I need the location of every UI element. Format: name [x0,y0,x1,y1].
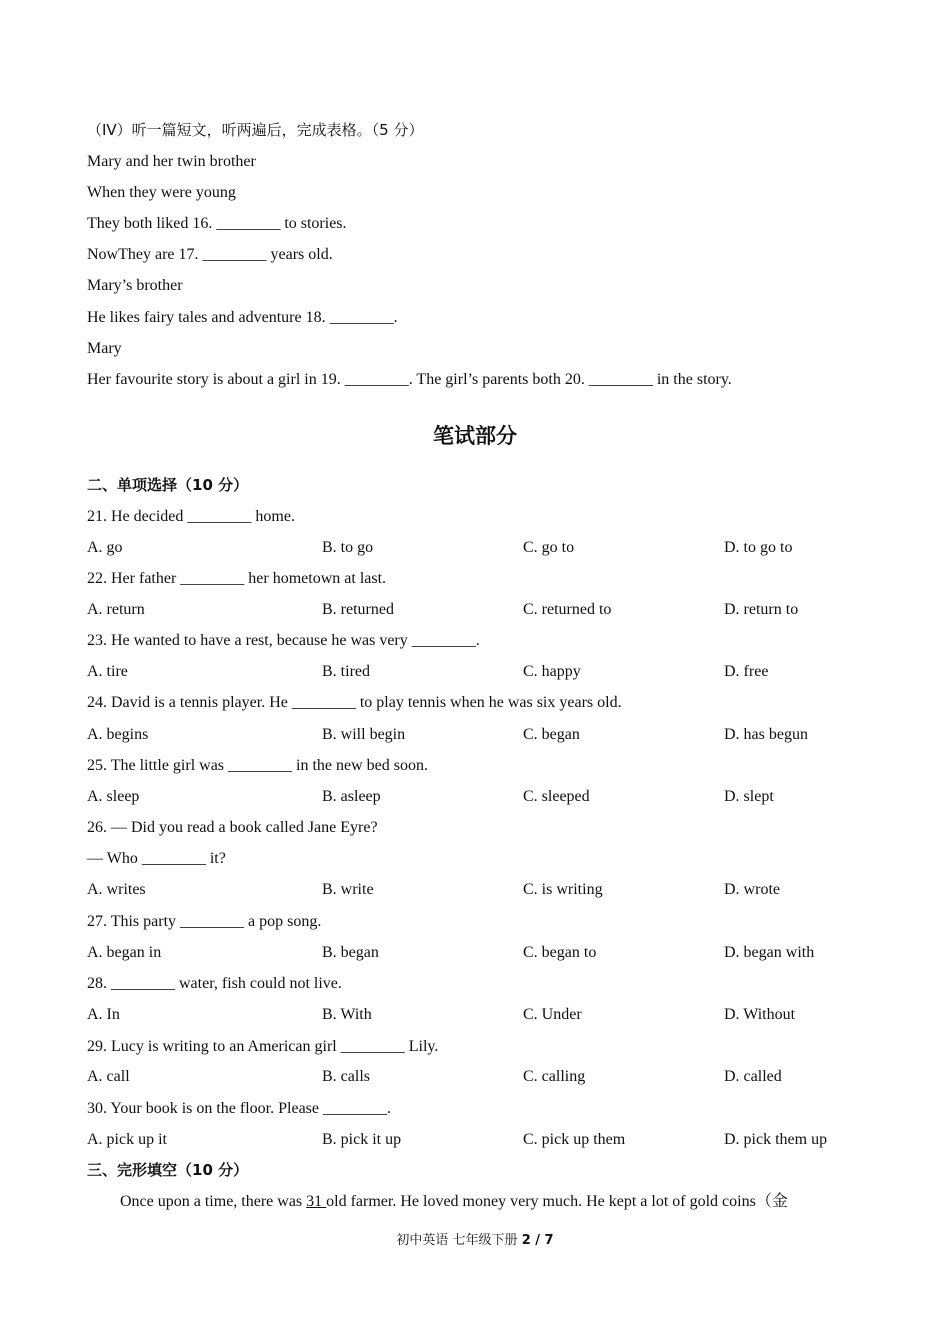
option-a: A. In [87,1006,120,1023]
option-b: B. calls [322,1068,370,1085]
option-d: D. called [724,1068,782,1085]
option-d: D. to go to [724,539,793,556]
cloze-passage-first-line [120,1192,788,1212]
option-a: A. call [87,1068,130,1085]
section-heading-cloze: 三、完形填空（10 分） [87,1161,249,1179]
option-a: A. writes [87,881,146,898]
question-stem: 24. David is a tennis player. He ________ to play tennis when he was six years old. [87,694,622,711]
question-stem: 23. He wanted to have a rest, because he was very ________. [87,632,480,649]
cloze-text-after: old farmer. He loved money very much. He kept a lot of gold coins（金 [326,1193,788,1210]
option-c: C. Under [523,1006,582,1023]
question-stem-reply: — Who ________ it? [87,850,226,867]
option-c: C. happy [523,663,581,680]
listening-line: NowThey are 17. ________ years old. [87,246,333,263]
option-a: A. go [87,539,123,556]
listening-line: Mary [87,340,122,357]
option-c: C. is writing [523,881,603,898]
option-c: C. returned to [523,601,612,618]
listening-line: When they were young [87,184,236,201]
option-b: B. With [322,1006,372,1023]
option-b: B. write [322,881,374,898]
option-d: D. free [724,663,769,680]
option-a: A. tire [87,663,128,680]
cloze-text-before: Once upon a time, there was [120,1193,307,1210]
written-part-title: 笔试部分 [433,424,517,448]
option-b: B. began [322,944,379,961]
question-stem: 26. — Did you read a book called Jane Eyre? [87,819,378,836]
option-b: B. to go [322,539,374,556]
option-d: D. began with [724,944,815,961]
section-heading-multiple-choice: 二、单项选择（10 分） [87,476,249,494]
listening-line: They both liked 16. ________ to stories. [87,215,347,232]
option-b: B. asleep [322,788,381,805]
option-c: C. began to [523,944,597,961]
listening-line: Mary and her twin brother [87,153,256,170]
option-b: B. pick it up [322,1131,402,1148]
option-a: A. begins [87,726,149,743]
page-footer [0,1229,950,1248]
option-a: A. began in [87,944,162,961]
option-c: C. began [523,726,580,743]
footer-page-number: 2 / 7 [521,1233,554,1248]
question-stem: 29. Lucy is writing to an American girl ________ Lily. [87,1038,439,1055]
option-b: B. will begin [322,726,406,743]
option-a: A. pick up it [87,1131,167,1148]
question-stem: 27. This party ________ a pop song. [87,913,322,930]
option-b: B. tired [322,663,370,680]
option-d: D. wrote [724,881,780,898]
listening-line: He likes fairy tales and adventure 18. ________. [87,309,398,326]
option-a: A. return [87,601,145,618]
listening-line: Mary’s brother [87,277,183,294]
option-c: C. calling [523,1068,586,1085]
question-stem: 28. ________ water, fish could not live. [87,975,342,992]
option-d: D. return to [724,601,799,618]
cloze-blank-31: 31 [306,1193,327,1210]
option-c: C. sleeped [523,788,590,805]
question-stem: 22. Her father ________ her hometown at last. [87,570,387,587]
option-c: C. pick up them [523,1131,626,1148]
option-c: C. go to [523,539,575,556]
listening-heading: （IV）听一篇短文，听两遍后，完成表格。（5 分） [87,121,424,139]
option-b: B. returned [322,601,394,618]
question-stem: 21. He decided ________ home. [87,508,295,525]
question-stem: 25. The little girl was ________ in the new bed soon. [87,757,428,774]
option-d: D. has begun [724,726,808,743]
option-d: D. pick them up [724,1131,828,1148]
footer-subject: 初中英语 七年级下册 [396,1233,522,1248]
option-d: D. Without [724,1006,796,1023]
question-stem: 30. Your book is on the floor. Please ________. [87,1100,391,1117]
option-a: A. sleep [87,788,140,805]
listening-line: Her favourite story is about a girl in 19. ________. The girl’s parents both 20. ________ in the story. [87,371,732,388]
option-d: D. slept [724,788,774,805]
